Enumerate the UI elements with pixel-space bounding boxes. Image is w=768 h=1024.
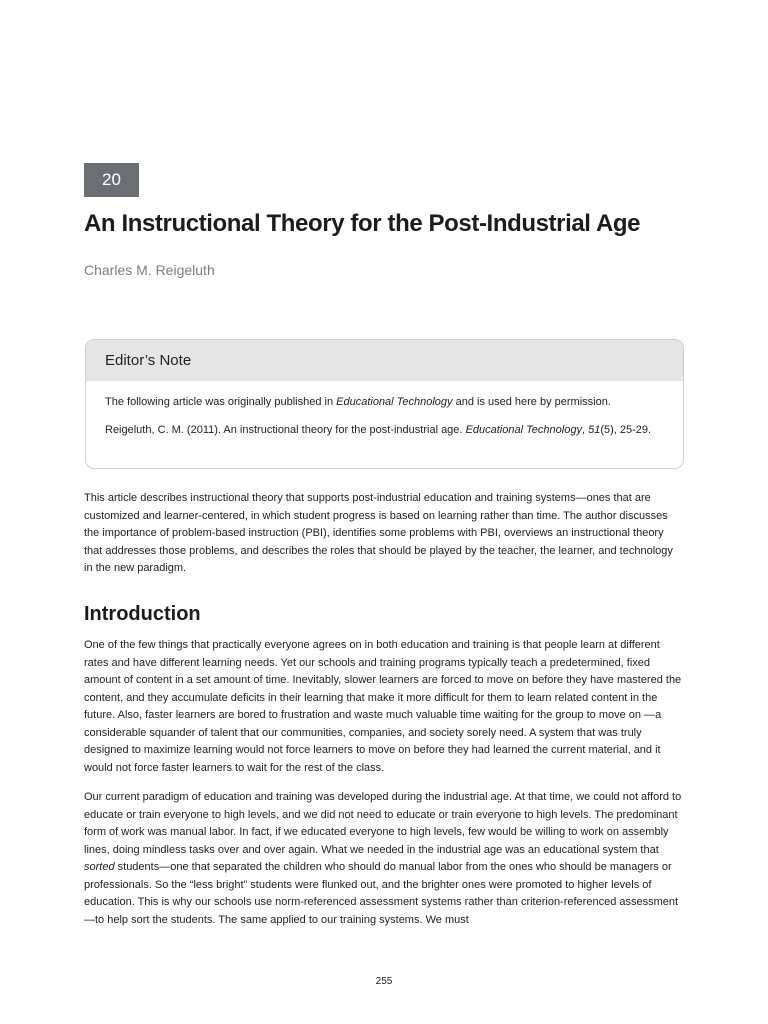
journal-name: Educational Technology [336,396,453,408]
chapter-title: An Instructional Theory for the Post-Industrial Age [84,210,641,237]
emphasis-sorted: sorted [84,861,115,873]
page-number: 255 [375,976,393,987]
author-name: Charles M. Reigeluth [84,262,215,278]
editors-note-header [86,340,683,381]
chapter-number: 20 [102,170,121,189]
editors-note-heading: Editor’s Note [105,352,192,369]
editors-note-permission: The following article was originally published in Educational Technology and is used here by permission. [105,396,611,408]
editors-note-box [85,339,684,469]
introduction-heading: Introduction [84,603,201,625]
body-paragraph-1: One of the few things that practically everyone agrees on in both education and training is that people learn at different rates and have different learning needs. Yet our schools and training programs typically teach a predetermined, fixed amount of content in a set amount of time. Inevitably, slower learners are forced to move on before they have mastered the content, and they accumulate deficits in their learning that make it more difficult for them to learn related content in the future. Also, faster learners are bored to frustration and waste much valuable time waiting for the group to move on —a considerable squander of talent that our communities, companies, and society sorely need. A system that was truly designed to maximize learning would not force learners to move on before they had learned the current material, and it would not force faster learners to wait for the rest of the class. [84,639,682,774]
editors-note-body [86,381,683,438]
editors-note-citation: Reigeluth, C. M. (2011). An instructional theory for the post-industrial age. Educational Technology, 51(5), 25-29. [105,424,652,436]
abstract-paragraph: This article describes instructional theory that supports post-industrial education and training systems—ones that are customized and learner-centered, in which student progress is based on learning rather than time. The author discusses the importance of problem-based instruction (PBI), identifies some problems with PBI, overviews an instructional theory that addresses those problems, and describes the roles that should be played by the teacher, the learner, and technology in the new paradigm. [84,492,673,574]
citation-journal: Educational Technology [465,424,582,436]
body-paragraph-2: Our current paradigm of education and training was developed during the industrial age. At that time, we could not afford to educate or train everyone to high levels, and we did not need to educate or train everyone to high levels. The predominant form of work was manual labor. In fact, if we educated everyone to high levels, few would be willing to work on assembly lines, doing mindless tasks over and over again. What we needed in the industrial age was an educational system that sorted students—one that separated the children who should do manual labor from the ones who should be managers or professionals. So the “less bright” students were flunked out, and the brighter ones were promoted to higher levels of education. This is why our schools use norm-referenced assessment systems rather than criterion-referenced assessment—to help sort the students. The same applied to our training systems. We must [84,791,682,926]
chapter-number-badge [84,163,139,197]
citation-volume: 51 [588,424,601,436]
